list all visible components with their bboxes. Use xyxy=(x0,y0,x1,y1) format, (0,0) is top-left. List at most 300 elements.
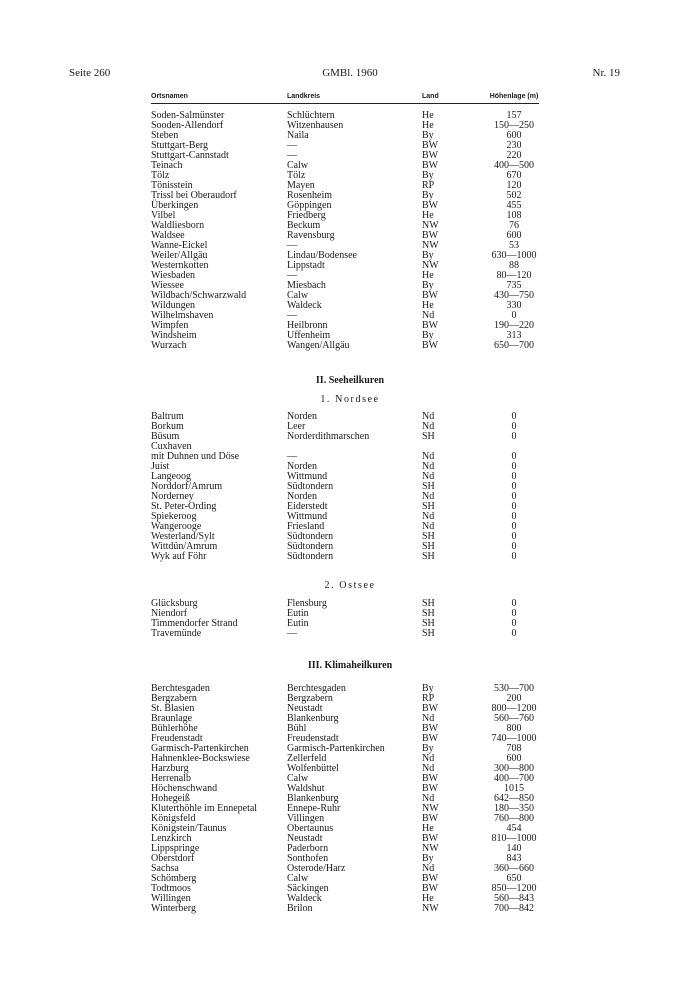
hoehenlage-cell: 1015 xyxy=(504,783,524,794)
landkreis-cell: Südtondern xyxy=(287,551,334,562)
hoehenlage-cell: 400—700 xyxy=(494,773,534,784)
table-row xyxy=(0,331,700,341)
land-cell: Nd xyxy=(422,310,435,321)
hoehenlage-cell: 0 xyxy=(511,618,517,629)
table-row xyxy=(0,532,700,542)
landkreis-cell: Friedberg xyxy=(287,210,326,221)
hoehenlage-cell: 600 xyxy=(506,753,522,764)
hoehenlage-cell: 670 xyxy=(506,170,522,181)
ortsname-cell: Oberstdorf xyxy=(151,853,195,864)
ortsname-cell: Wilhelmshaven xyxy=(151,310,214,321)
land-cell: NW xyxy=(422,220,439,231)
hoehenlage-cell: 76 xyxy=(509,220,519,231)
table-row xyxy=(0,151,700,161)
land-cell: SH xyxy=(422,481,435,492)
ortsname-cell: Harzburg xyxy=(151,763,189,774)
landkreis-cell: Flensburg xyxy=(287,598,327,609)
landkreis-cell: Norderdithmarschen xyxy=(287,431,370,442)
landkreis-cell: Waldeck xyxy=(287,300,322,311)
table-row xyxy=(0,542,700,552)
table-row xyxy=(0,482,700,492)
land-cell: NW xyxy=(422,903,439,914)
land-cell: BW xyxy=(422,150,439,161)
ortsname-cell: Wurzach xyxy=(151,340,187,351)
hoehenlage-cell: 0 xyxy=(511,310,517,321)
landkreis-cell: Leer xyxy=(287,421,306,432)
ortsname-cell: Langeoog xyxy=(151,471,191,482)
land-cell: SH xyxy=(422,618,435,629)
land-cell: BW xyxy=(422,723,439,734)
land-cell: BW xyxy=(422,883,439,894)
hoehenlage-cell: 0 xyxy=(511,491,517,502)
table-row xyxy=(0,201,700,211)
hoehenlage-cell: 530—700 xyxy=(494,683,534,694)
hoehenlage-cell: 850—1200 xyxy=(491,883,537,894)
landkreis-cell: Südtondern xyxy=(287,541,334,552)
ortsname-cell: Bühlerhöhe xyxy=(151,723,198,734)
table-row xyxy=(0,452,700,462)
land-cell: By xyxy=(422,190,434,201)
ortsname-cell: Wiesbaden xyxy=(151,270,196,281)
table-row xyxy=(0,171,700,181)
column-header-hoehenlage: Höhenlage (m) xyxy=(489,93,539,100)
hoehenlage-cell: 120 xyxy=(506,180,522,191)
land-cell: RP xyxy=(422,693,435,704)
land-cell: By xyxy=(422,250,434,261)
land-cell: He xyxy=(422,300,434,311)
header-rule xyxy=(151,103,539,104)
land-cell: NW xyxy=(422,843,439,854)
hoehenlage-cell: 157 xyxy=(506,110,522,121)
table-row xyxy=(0,834,700,844)
hoehenlage-cell: 0 xyxy=(511,531,517,542)
ortsname-cell: Niendorf xyxy=(151,608,188,619)
table-row xyxy=(0,894,700,904)
hoehenlage-cell: 455 xyxy=(506,200,522,211)
hoehenlage-cell: 200 xyxy=(506,693,522,704)
ortsname-cell: St. Blasien xyxy=(151,703,195,714)
ortsname-cell: Norddorf/Amrum xyxy=(151,481,223,492)
landkreis-cell: — xyxy=(287,270,297,281)
table-row xyxy=(0,141,700,151)
ortsname-cell: Stuttgart-Cannstadt xyxy=(151,150,229,161)
land-cell: Nd xyxy=(422,521,435,532)
landkreis-cell: Naila xyxy=(287,130,309,141)
landkreis-cell: Norden xyxy=(287,461,317,472)
ortsname-cell: Sooden-Allendorf xyxy=(151,120,224,131)
hoehenlage-cell: 560—843 xyxy=(494,893,534,904)
ortsname-cell: Tölz xyxy=(151,170,170,181)
table-row xyxy=(0,844,700,854)
land-cell: BW xyxy=(422,200,439,211)
table-row xyxy=(0,291,700,301)
ortsname-cell: Wimpfen xyxy=(151,320,189,331)
ortsname-cell: Berchtesgaden xyxy=(151,683,210,694)
table-row xyxy=(0,619,700,629)
landkreis-cell: Blankenburg xyxy=(287,793,339,804)
hoehenlage-cell: 735 xyxy=(506,280,522,291)
hoehenlage-cell: 0 xyxy=(511,471,517,482)
land-cell: NW xyxy=(422,240,439,251)
ortsname-cell: Baltrum xyxy=(151,411,184,422)
land-cell: He xyxy=(422,270,434,281)
landkreis-cell: Ennepe-Ruhr xyxy=(287,803,341,814)
land-cell: BW xyxy=(422,140,439,151)
table-row xyxy=(0,281,700,291)
land-cell: Nd xyxy=(422,793,435,804)
table-row xyxy=(0,884,700,894)
hoehenlage-cell: 360—660 xyxy=(494,863,534,874)
land-cell: NW xyxy=(422,260,439,271)
land-cell: By xyxy=(422,683,434,694)
table-row xyxy=(0,341,700,351)
table-row xyxy=(0,311,700,321)
ortsname-cell: Büsum xyxy=(151,431,180,442)
landkreis-cell: Bergzabern xyxy=(287,693,333,704)
hoehenlage-cell: 0 xyxy=(511,481,517,492)
hoehenlage-cell: 0 xyxy=(511,501,517,512)
landkreis-cell: Calw xyxy=(287,290,309,301)
hoehenlage-cell: 0 xyxy=(511,551,517,562)
land-cell: He xyxy=(422,210,434,221)
landkreis-cell: Eiderstedt xyxy=(287,501,328,512)
ortsname-cell: Travemünde xyxy=(151,628,202,639)
hoehenlage-cell: 800—1200 xyxy=(491,703,537,714)
table-row xyxy=(0,814,700,824)
table-row xyxy=(0,462,700,472)
landkreis-cell: Lindau/Bodensee xyxy=(287,250,357,261)
table-row xyxy=(0,231,700,241)
land-cell: NW xyxy=(422,803,439,814)
land-cell: By xyxy=(422,170,434,181)
ortsname-cell: Norderney xyxy=(151,491,194,502)
hoehenlage-cell: 0 xyxy=(511,541,517,552)
hoehenlage-cell: 0 xyxy=(511,598,517,609)
hoehenlage-cell: 53 xyxy=(509,240,519,251)
hoehenlage-cell: 0 xyxy=(511,461,517,472)
ortsname-cell: Glücksburg xyxy=(151,598,198,609)
land-cell: By xyxy=(422,130,434,141)
table-row xyxy=(0,321,700,331)
land-cell: He xyxy=(422,110,434,121)
ortsname-cell: Winterberg xyxy=(151,903,196,914)
land-cell: BW xyxy=(422,703,439,714)
ortsname-cell: Borkum xyxy=(151,421,184,432)
table-row xyxy=(0,251,700,261)
ortsname-cell: Juist xyxy=(151,461,170,472)
column-header-land: Land xyxy=(422,93,439,100)
land-cell: BW xyxy=(422,230,439,241)
landkreis-cell: Eutin xyxy=(287,608,309,619)
table-row xyxy=(0,714,700,724)
hoehenlage-cell: 330 xyxy=(506,300,522,311)
landkreis-cell: Säckingen xyxy=(287,883,329,894)
landkreis-cell: Heilbronn xyxy=(287,320,328,331)
ortsname-cell: Westerland/Sylt xyxy=(151,531,215,542)
ortsname-cell: St. Peter-Ording xyxy=(151,501,217,512)
landkreis-cell: Blankenburg xyxy=(287,713,339,724)
landkreis-cell: Schlüchtern xyxy=(287,110,335,121)
landkreis-cell: Villingen xyxy=(287,813,325,824)
table-row xyxy=(0,704,700,714)
ortsname-cell: Königstein/Taunus xyxy=(151,823,227,834)
table-row xyxy=(0,221,700,231)
subsection-title-nordsee: 1. Nordsee xyxy=(320,394,380,405)
page-number: Seite 260 xyxy=(69,67,111,79)
ortsname-cell: Trissl bei Oberaudorf xyxy=(151,190,237,201)
landkreis-cell: Witzenhausen xyxy=(287,120,344,131)
table-row xyxy=(0,744,700,754)
land-cell: SH xyxy=(422,431,435,442)
ortsname-cell: Weiler/Allgäu xyxy=(151,250,208,261)
land-cell: Nd xyxy=(422,411,435,422)
column-header-landkreis: Landkreis xyxy=(287,93,321,100)
table-row xyxy=(0,191,700,201)
landkreis-cell: — xyxy=(287,140,297,151)
ortsname-cell: Hohegeiß xyxy=(151,793,190,804)
land-cell: SH xyxy=(422,628,435,639)
landkreis-cell: Freudenstadt xyxy=(287,733,339,744)
ortsname-cell: Wanne-Eickel xyxy=(151,240,208,251)
landkreis-cell: — xyxy=(287,240,297,251)
hoehenlage-cell: 642—850 xyxy=(494,793,534,804)
landkreis-cell: Südtondern xyxy=(287,531,334,542)
land-cell: SH xyxy=(422,608,435,619)
table-row xyxy=(0,552,700,562)
publication-title: GMBl. 1960 xyxy=(322,67,378,79)
landkreis-cell: Tölz xyxy=(287,170,306,181)
table-row xyxy=(0,492,700,502)
land-cell: SH xyxy=(422,541,435,552)
land-cell: BW xyxy=(422,773,439,784)
table-row xyxy=(0,131,700,141)
hoehenlage-cell: 108 xyxy=(506,210,522,221)
ortsname-cell: Wildungen xyxy=(151,300,196,311)
land-cell: BW xyxy=(422,340,439,351)
hoehenlage-cell: 843 xyxy=(506,853,522,864)
land-cell: Nd xyxy=(422,763,435,774)
table-row xyxy=(0,794,700,804)
ortsname-cell: Schömberg xyxy=(151,873,197,884)
table-row xyxy=(0,764,700,774)
ortsname-cell: Hahnenklee-Bockswiese xyxy=(151,753,250,764)
table-row xyxy=(0,181,700,191)
table-row xyxy=(0,804,700,814)
table-row xyxy=(0,904,700,914)
land-cell: Nd xyxy=(422,863,435,874)
ortsname-cell: Wiessee xyxy=(151,280,184,291)
land-cell: SH xyxy=(422,501,435,512)
table-row xyxy=(0,261,700,271)
ortsname-cell: Lippspringe xyxy=(151,843,200,854)
landkreis-cell: Waldshut xyxy=(287,783,325,794)
landkreis-cell: Calw xyxy=(287,873,309,884)
ortsname-cell: Sachsa xyxy=(151,863,179,874)
table-row xyxy=(0,502,700,512)
landkreis-cell: Ravensburg xyxy=(287,230,335,241)
land-cell: By xyxy=(422,853,434,864)
land-cell: Nd xyxy=(422,511,435,522)
landkreis-cell: Obertaunus xyxy=(287,823,334,834)
subsection-title-ostsee: 2. Ostsee xyxy=(324,580,376,591)
ortsname-cell: Bergzabern xyxy=(151,693,197,704)
ortsname-cell: Kluterthöhle im Ennepetal xyxy=(151,803,258,814)
landkreis-cell: Eutin xyxy=(287,618,309,629)
landkreis-cell: Wittmund xyxy=(287,511,328,522)
table-row xyxy=(0,432,700,442)
ortsname-cell: Königsfeld xyxy=(151,813,196,824)
landkreis-cell: Garmisch-Partenkirchen xyxy=(287,743,385,754)
ortsname-cell: Soden-Salmünster xyxy=(151,110,225,121)
table-row xyxy=(0,854,700,864)
land-cell: Nd xyxy=(422,713,435,724)
hoehenlage-cell: 708 xyxy=(506,743,522,754)
table-row xyxy=(0,121,700,131)
ortsname-cell: Stuttgart-Berg xyxy=(151,140,209,151)
hoehenlage-cell: 810—1000 xyxy=(491,833,537,844)
ortsname-cell: Todtmoos xyxy=(151,883,191,894)
table-row xyxy=(0,111,700,121)
land-cell: He xyxy=(422,893,434,904)
hoehenlage-cell: 630—1000 xyxy=(491,250,537,261)
hoehenlage-cell: 700—842 xyxy=(494,903,534,914)
landkreis-cell: Calw xyxy=(287,160,309,171)
land-cell: Nd xyxy=(422,421,435,432)
landkreis-cell: Mayen xyxy=(287,180,315,191)
landkreis-cell: Berchtesgaden xyxy=(287,683,346,694)
ortsname-cell: Garmisch-Partenkirchen xyxy=(151,743,249,754)
ortsname-cell: Freudenstadt xyxy=(151,733,203,744)
hoehenlage-cell: 190—220 xyxy=(494,320,534,331)
ortsname-cell: Höchenschwand xyxy=(151,783,218,794)
land-cell: BW xyxy=(422,160,439,171)
landkreis-cell: — xyxy=(287,310,297,321)
ortsname-cell: Lenzkirch xyxy=(151,833,192,844)
ortsname-cell: Waldliesborn xyxy=(151,220,205,231)
ortsname-cell: Herrenalb xyxy=(151,773,191,784)
section-title-klimaheilkuren: III. Klimaheilkuren xyxy=(307,660,393,671)
landkreis-cell: Neustadt xyxy=(287,833,323,844)
hoehenlage-cell: 80—120 xyxy=(496,270,532,281)
land-cell: He xyxy=(422,823,434,834)
hoehenlage-cell: 0 xyxy=(511,608,517,619)
landkreis-cell: Norden xyxy=(287,491,317,502)
table-row xyxy=(0,211,700,221)
hoehenlage-cell: 650 xyxy=(506,873,522,884)
hoehenlage-cell: 0 xyxy=(511,521,517,532)
table-row xyxy=(0,161,700,171)
ortsname-cell: Willingen xyxy=(151,893,191,904)
land-cell: By xyxy=(422,330,434,341)
hoehenlage-cell: 230 xyxy=(506,140,522,151)
hoehenlage-cell: 430—750 xyxy=(494,290,534,301)
ortsname-cell: Cuxhaven xyxy=(151,441,192,452)
landkreis-cell: Wolfenbüttel xyxy=(287,763,339,774)
column-header-ortsnamen: Ortsnamen xyxy=(151,93,188,100)
land-cell: BW xyxy=(422,833,439,844)
landkreis-cell: Göppingen xyxy=(287,200,332,211)
hoehenlage-cell: 502 xyxy=(506,190,522,201)
land-cell: SH xyxy=(422,551,435,562)
land-cell: BW xyxy=(422,873,439,884)
landkreis-cell: Südtondern xyxy=(287,481,334,492)
land-cell: BW xyxy=(422,320,439,331)
landkreis-cell: — xyxy=(287,451,297,462)
ortsname-cell: Wittdün/Amrum xyxy=(151,541,218,552)
landkreis-cell: Calw xyxy=(287,773,309,784)
table-row xyxy=(0,522,700,532)
landkreis-cell: Lippstadt xyxy=(287,260,325,271)
land-cell: BW xyxy=(422,783,439,794)
hoehenlage-cell: 0 xyxy=(511,421,517,432)
hoehenlage-cell: 150—250 xyxy=(494,120,534,131)
hoehenlage-cell: 313 xyxy=(506,330,522,341)
land-cell: SH xyxy=(422,598,435,609)
table-row xyxy=(0,599,700,609)
land-cell: Nd xyxy=(422,461,435,472)
ortsname-cell: Wyk auf Föhr xyxy=(151,551,207,562)
table-row xyxy=(0,412,700,422)
ortsname-cell: Waldsee xyxy=(151,230,185,241)
ortsname-cell: Braunlage xyxy=(151,713,193,724)
land-cell: BW xyxy=(422,733,439,744)
table-row xyxy=(0,609,700,619)
hoehenlage-cell: 600 xyxy=(506,230,522,241)
landkreis-cell: Bühl xyxy=(287,723,307,734)
hoehenlage-cell: 600 xyxy=(506,130,522,141)
landkreis-cell: — xyxy=(287,628,297,639)
table-row xyxy=(0,271,700,281)
hoehenlage-cell: 0 xyxy=(511,628,517,639)
landkreis-cell: Wangen/Allgäu xyxy=(287,340,350,351)
landkreis-cell: Friesland xyxy=(287,521,325,532)
table-row xyxy=(0,472,700,482)
ortsname-cell: Spiekeroog xyxy=(151,511,197,522)
hoehenlage-cell: 140 xyxy=(506,843,522,854)
hoehenlage-cell: 760—800 xyxy=(494,813,534,824)
hoehenlage-cell: 0 xyxy=(511,451,517,462)
table-row xyxy=(0,724,700,734)
issue-number: Nr. 19 xyxy=(592,67,620,79)
landkreis-cell: Osterode/Harz xyxy=(287,863,346,874)
table-row xyxy=(0,442,700,452)
table-row xyxy=(0,864,700,874)
landkreis-cell: Beckum xyxy=(287,220,321,231)
landkreis-cell: Norden xyxy=(287,411,317,422)
land-cell: Nd xyxy=(422,491,435,502)
ortsname-cell: Westernkotten xyxy=(151,260,209,271)
landkreis-cell: Neustadt xyxy=(287,703,323,714)
hoehenlage-cell: 454 xyxy=(506,823,522,834)
hoehenlage-cell: 0 xyxy=(511,431,517,442)
hoehenlage-cell: 0 xyxy=(511,411,517,422)
land-cell: RP xyxy=(422,180,435,191)
ortsname-cell: Tönisstein xyxy=(151,180,193,191)
hoehenlage-cell: 88 xyxy=(509,260,519,271)
table-row xyxy=(0,629,700,639)
ortsname-cell: Timmendorfer Strand xyxy=(151,618,238,629)
land-cell: Nd xyxy=(422,753,435,764)
hoehenlage-cell: 560—760 xyxy=(494,713,534,724)
landkreis-cell: Paderborn xyxy=(287,843,329,854)
ortsname-cell: Überkingen xyxy=(151,200,199,211)
landkreis-cell: Wittmund xyxy=(287,471,328,482)
ortsname-cell: Windsheim xyxy=(151,330,197,341)
landkreis-cell: Miesbach xyxy=(287,280,326,291)
landkreis-cell: Rosenheim xyxy=(287,190,332,201)
hoehenlage-cell: 740—1000 xyxy=(491,733,537,744)
landkreis-cell: Sonthofen xyxy=(287,853,329,864)
